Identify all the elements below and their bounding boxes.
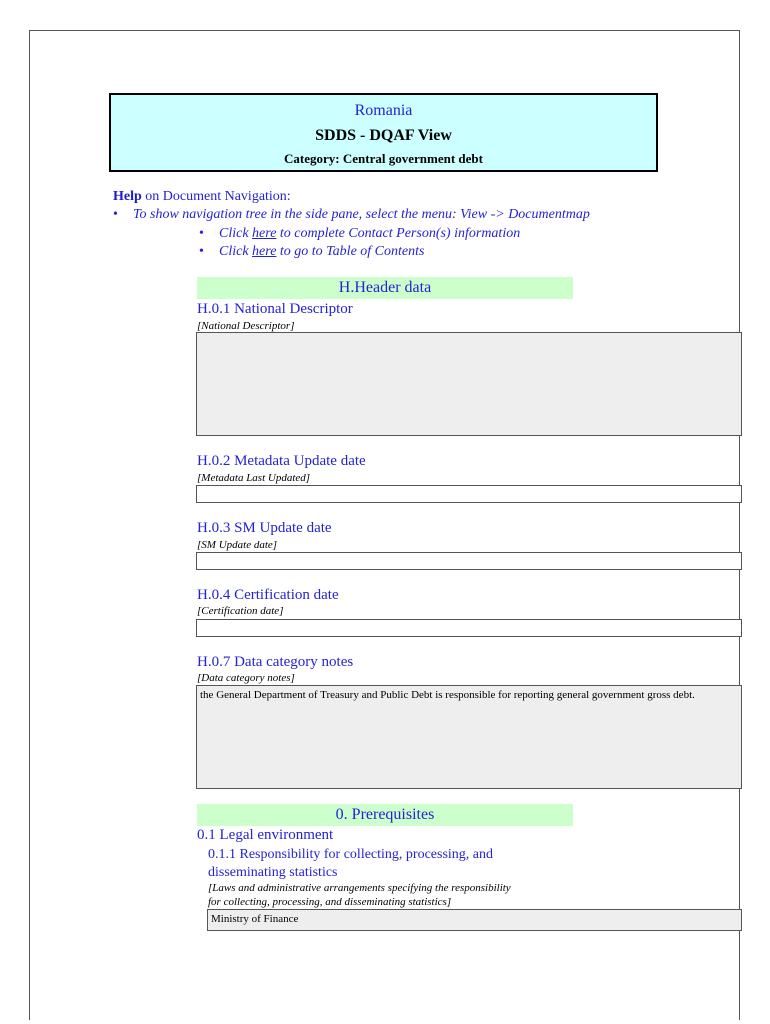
bullet-icon: •	[113, 207, 118, 222]
certification-date-field[interactable]	[196, 619, 742, 637]
page-border	[29, 30, 740, 1020]
item-title-legal-environment: 0.1 Legal environment	[197, 827, 334, 843]
help-bullet-toc	[199, 243, 424, 261]
section-header-data: H.Header data	[197, 277, 573, 299]
item-title-responsibility-line2: disseminating statistics	[208, 865, 338, 880]
item-title-responsibility-line1: 0.1.1 Responsibility for collecting, processing, and	[208, 847, 494, 862]
bullet-icon: •	[199, 226, 204, 241]
item-title-h03: H.0.3 SM Update date	[197, 520, 332, 536]
item-sub-responsibility-line1: [Laws and administrative arrangements specifying the responsibility	[208, 882, 511, 894]
item-title-h04: H.0.4 Certification date	[197, 587, 339, 603]
help-bullet-navigation	[113, 206, 590, 224]
data-category-notes-field[interactable]: the General Department of Treasury and Public Debt is responsible for reporting general government gross debt.	[196, 685, 742, 789]
national-descriptor-field[interactable]	[196, 332, 742, 436]
item-sub-responsibility-line2: for collecting, processing, and disseminating statistics]	[208, 896, 452, 908]
bullet-text: to go to Table of Contents	[276, 244, 425, 259]
responsibility-field[interactable]: Ministry of Finance	[207, 909, 742, 931]
section-prerequisites: 0. Prerequisites	[197, 804, 573, 826]
item-sub-h07: [Data category notes]	[197, 672, 295, 684]
bullet-text: to complete Contact Person(s) information	[276, 226, 521, 241]
bullet-text: Click	[219, 226, 253, 241]
contact-here-link[interactable]: here	[252, 226, 277, 241]
metadata-update-date-field[interactable]	[196, 485, 742, 503]
item-sub-h04: [Certification date]	[197, 605, 284, 617]
toc-here-link[interactable]: here	[252, 244, 277, 259]
sm-update-date-field[interactable]	[196, 552, 742, 570]
bullet-text: Click	[219, 244, 253, 259]
item-sub-h03: [SM Update date]	[197, 539, 278, 551]
category-title: Category: Central government debt	[284, 151, 483, 166]
country-title: Romania	[354, 102, 413, 119]
item-sub-h01: [National Descriptor]	[197, 320, 295, 332]
bullet-text: To show navigation tree in the side pane, select the menu: View -> Documentmap	[133, 207, 590, 222]
item-title-h02: H.0.2 Metadata Update date	[197, 453, 366, 469]
help-text: on Document Navigation:	[141, 189, 291, 204]
item-title-h07: H.0.7 Data category notes	[197, 654, 354, 670]
title-box	[109, 93, 658, 172]
bullet-icon: •	[199, 244, 204, 259]
item-title-h01: H.0.1 National Descriptor	[197, 301, 353, 317]
help-bold: Help	[113, 189, 142, 204]
item-sub-h02: [Metadata Last Updated]	[197, 472, 311, 484]
help-bullet-contact	[199, 225, 520, 243]
document-title: SDDS - DQAF View	[315, 127, 452, 144]
help-heading	[113, 188, 291, 206]
